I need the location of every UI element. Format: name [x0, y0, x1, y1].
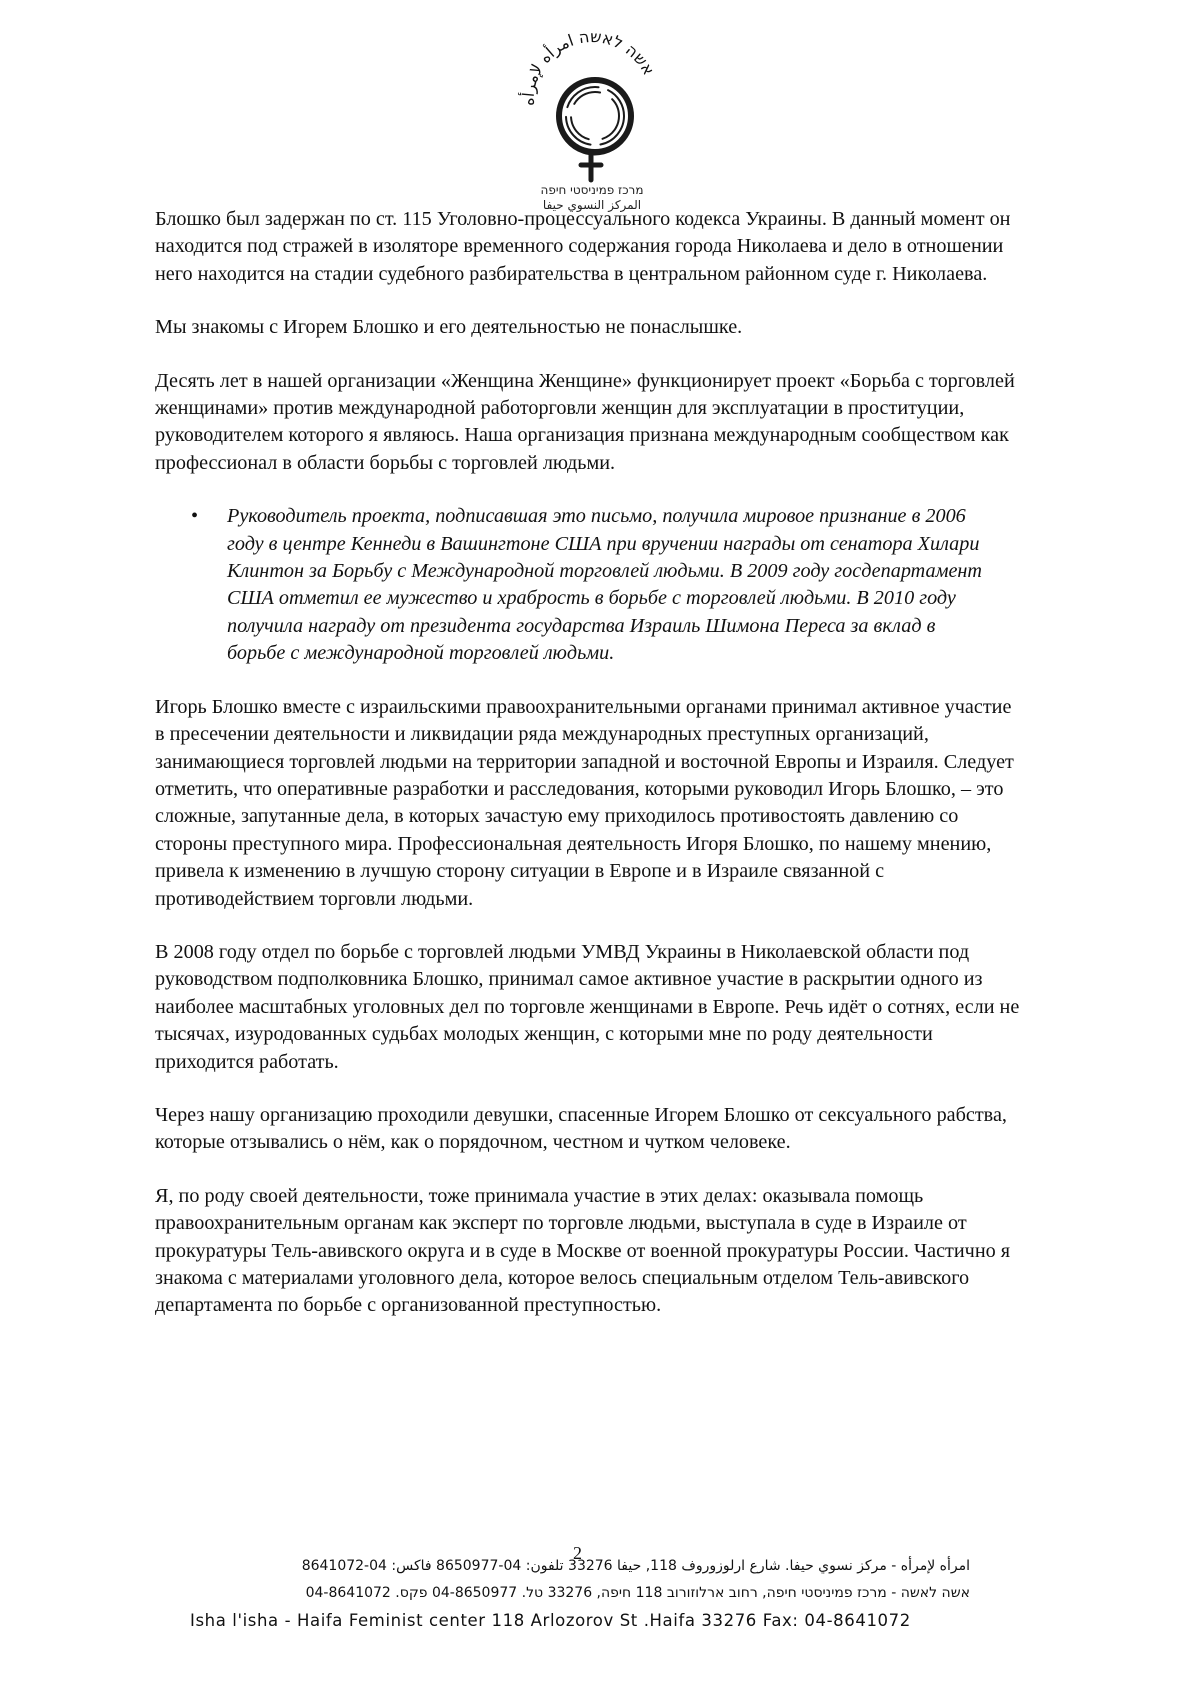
logo-caption-hebrew: מרכז פמיניסטי חיפה [540, 183, 644, 197]
bullet-item-recognition [155, 503, 987, 667]
logo-arc-text: אשה לאשה امرأه لإمرأه [518, 26, 659, 107]
paragraph-acquaintance: Мы знакомы с Игорем Блошко и его деятельностью не понаслышке. [155, 316, 743, 339]
venus-symbol-icon [497, 18, 687, 183]
paragraph-expert-role: Я, по роду своей деятельности, тоже принимала участие в этих делах: оказывала помощь правоохранительным органам как эксперт по торговле людьми, выступала в суде в Израиле от прокуратуры Тель-авивского округа и в суде в Москве от военной прокуратуры России. Частично я знакома с материалами уголовного дела, которое велось специальным отделом Тель-авивского департамента по борьбе с организованной преступностью. [155, 1184, 1011, 1317]
paragraph-detention: Блошко был задержан по ст. 115 Уголовно-процессуального кодекса Украины. В данный момент он находится под стражей в изоляторе временного содержания города Николаева и дело в отношении него находится на стадии судебного разбирательства в центральном районном суде г. Николаева. [155, 208, 1011, 285]
letter-body [155, 206, 1025, 1346]
footer-arabic: امرأه لإمرأه - مركز نسوي حيفا. شارع ارلوزوروف 118, حيفا 33276 تلفون: 04-8650977 فاكس: 04-8641072 [301, 1558, 970, 1574]
bullet-marker: • [191, 505, 199, 528]
organization-logo [497, 18, 687, 214]
bullet-text: Руководитель проекта, подписавшая это письмо, получила мировое признание в 2006 году в центре Кеннеди в Вашингтоне США при вручении награды от сенатора Хилари Клинтон за Борьбу с Международной торговлей людьми. В 2009 году госдепартамент США отметил ее мужество и храбрость в борьбе с торговлей людьми. В 2010 году получила награду от президента государства Израиль Шимона Переса за вклад в борьбе с международной торговлей людьми. [227, 505, 982, 665]
page-number: 2 [573, 1543, 582, 1563]
logo-caption-arabic: المركز النسوي حيفا [542, 198, 642, 212]
paragraph-2008-case: В 2008 году отдел по борьбе с торговлей людьми УМВД Украины в Николаевской области под руководством подполковника Блошко, принимал самое активное участие в раскрытии одного из наиболее масштабных уголовных дел по торговле женщинами в Европе. Речь идёт о сотнях, если не тысячах, изуродованных судьбах молодых женщин, с которыми мне по роду деятельности приходится работать. [155, 940, 1020, 1073]
paragraph-organization: Десять лет в нашей организации «Женщина Женщине» функционирует проект «Борьба с торговлей женщинами» против международной работорговли женщин для эксплуатации в проституции, руководителем которого я являюсь. Наша организация признана международным сообществом как профессионал в области борьбы с торговлей людьми. [155, 369, 1015, 474]
letterhead-footer [190, 1553, 1030, 1634]
footer-latin: Isha l'isha - Haifa Feminist center 118 Arlozorov St .Haifa 33276 Fax: 04-8641072 [190, 1611, 911, 1630]
paragraph-rescued-girls: Через нашу организацию проходили девушки, спасенные Игорем Блошко от сексуального рабства, которые отзывались о нём, как о порядочном, честном и чутком человеке. [155, 1103, 1007, 1154]
paragraph-cooperation: Игорь Блошко вместе с израильскими правоохранительными органами принимал активное участие в пресечении деятельности и ликвидации ряда международных преступных организаций, занимающиеся торговлей людьми на территории западной и восточной Европы и Израиля. Следует отметить, что оперативные разработки и расследования, которыми руководил Игорь Блошко, – это сложные, запутанные дела, в которых зачастую ему приходилось противостоять давлению со стороны преступного мира. Профессиональная деятельность Игоря Блошко, по нашему мнению, привела к изменению в лучшую сторону ситуации в Европе и в Израиле связанной с противодействием торговли людьми. [155, 695, 1014, 910]
footer-hebrew: אשה לאשה - מרכז פמיניסטי חיפה, רחוב ארלוזורוב 118 חיפה, 33276 טל. 04-8650977 פקס. 04-8641072 [305, 1585, 970, 1601]
